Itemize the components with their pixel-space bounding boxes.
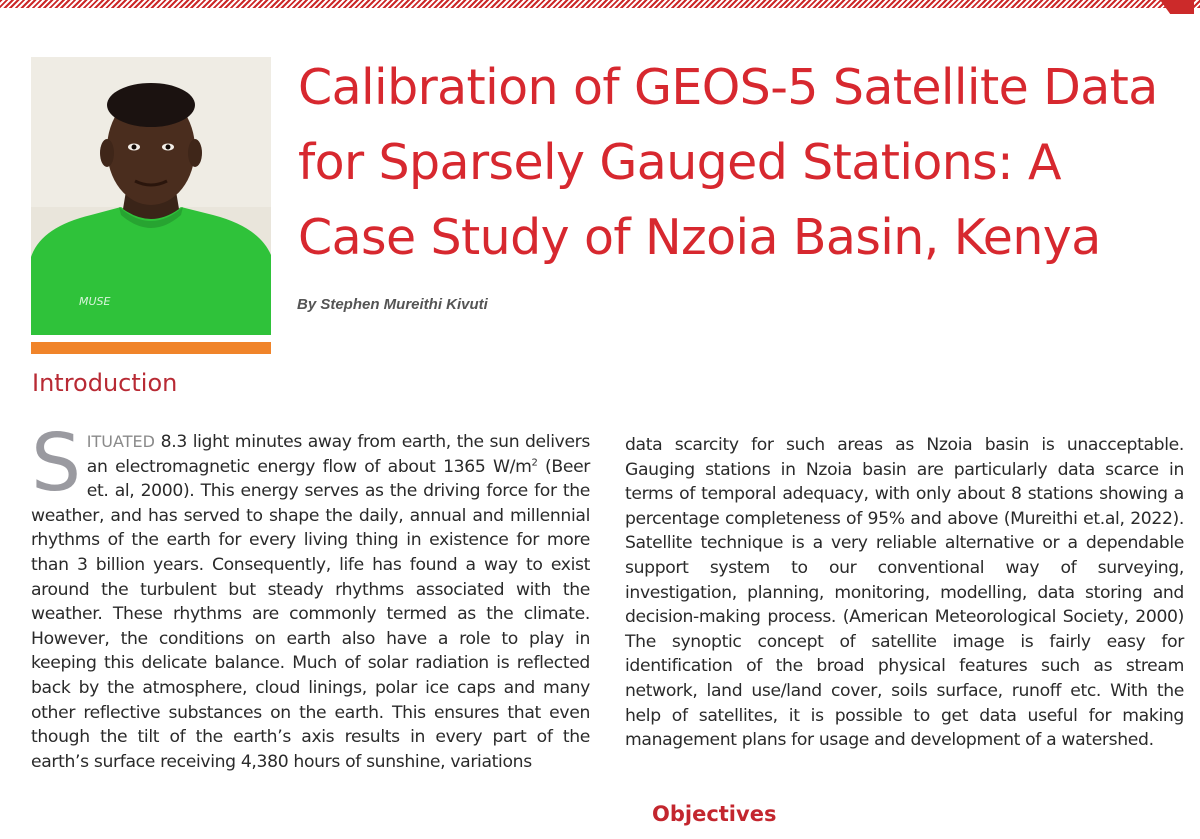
intro-text-part1: 8.3 light minutes away from earth, the sun delivers an electromagnetic energy flow of about 1365 W/m — [86, 432, 590, 477]
right-column-paragraph: data scarcity for such areas as Nzoia basin is unacceptable. Gauging stations in Nzoia basin are particularly data scarce in terms of temporal adequacy, with only about 8 stations showing a percentage completeness of 95% and above (Mureithi et.al, 2022). Satellite technique is a very reliable alternative or a dependable support system to our conventional way of surveying, investigation, planning, monitoring, modelling, data storing and decision-making process. (American Meteorological Society, 2000) The synoptic concept of satellite image is fairly easy for identification of the broad physical features such as stream network, land use/land cover, soils surface, runoff etc. With the help of satellites, it is possible to get data useful for making management plans for usage and development of a watershed. — [625, 435, 1184, 751]
author-photo — [31, 57, 271, 335]
lead-word: ITUATED — [86, 432, 155, 451]
intro-text-part2: (Beer et. al, 2000). This energy serves as the driving force for the weather, and has served to shape the daily, annual and millennial rhythms of the earth for every living thing in existence for more than 3 billion years. Consequently, life has found a way to exist around the turbulent but steady rhythms associated with the weather. These rhythms are commonly termed as the climate. However, the conditions on earth also have a role to play in keeping this delicate balance. Much of solar radiation is reflected back by the atmosphere, cloud linings, polar ice caps and many other reflective substances on the earth. This ensures that even though the tilt of the earth’s axis results in every part of the earth’s surface receiving 4,380 hours of sunshine, variations — [31, 456, 591, 772]
superscript-2: 2 — [531, 456, 538, 468]
photo-accent-bar — [31, 342, 271, 354]
section-heading-objectives: Objectives — [652, 802, 777, 826]
decorative-top-border — [0, 0, 1200, 8]
intro-paragraph — [31, 417, 591, 774]
drop-cap: S — [31, 417, 81, 509]
author-byline: By Stephen Mureithi Kivuti — [297, 296, 488, 313]
section-heading-introduction: Introduction — [32, 369, 178, 397]
shirt-logo-text: MUSE — [79, 295, 111, 308]
article-title: Calibration of GEOS-5 Satellite Data for Sparsely Gauged Stations: A Case Study of Nzoia Basin, Kenya — [298, 59, 1158, 266]
